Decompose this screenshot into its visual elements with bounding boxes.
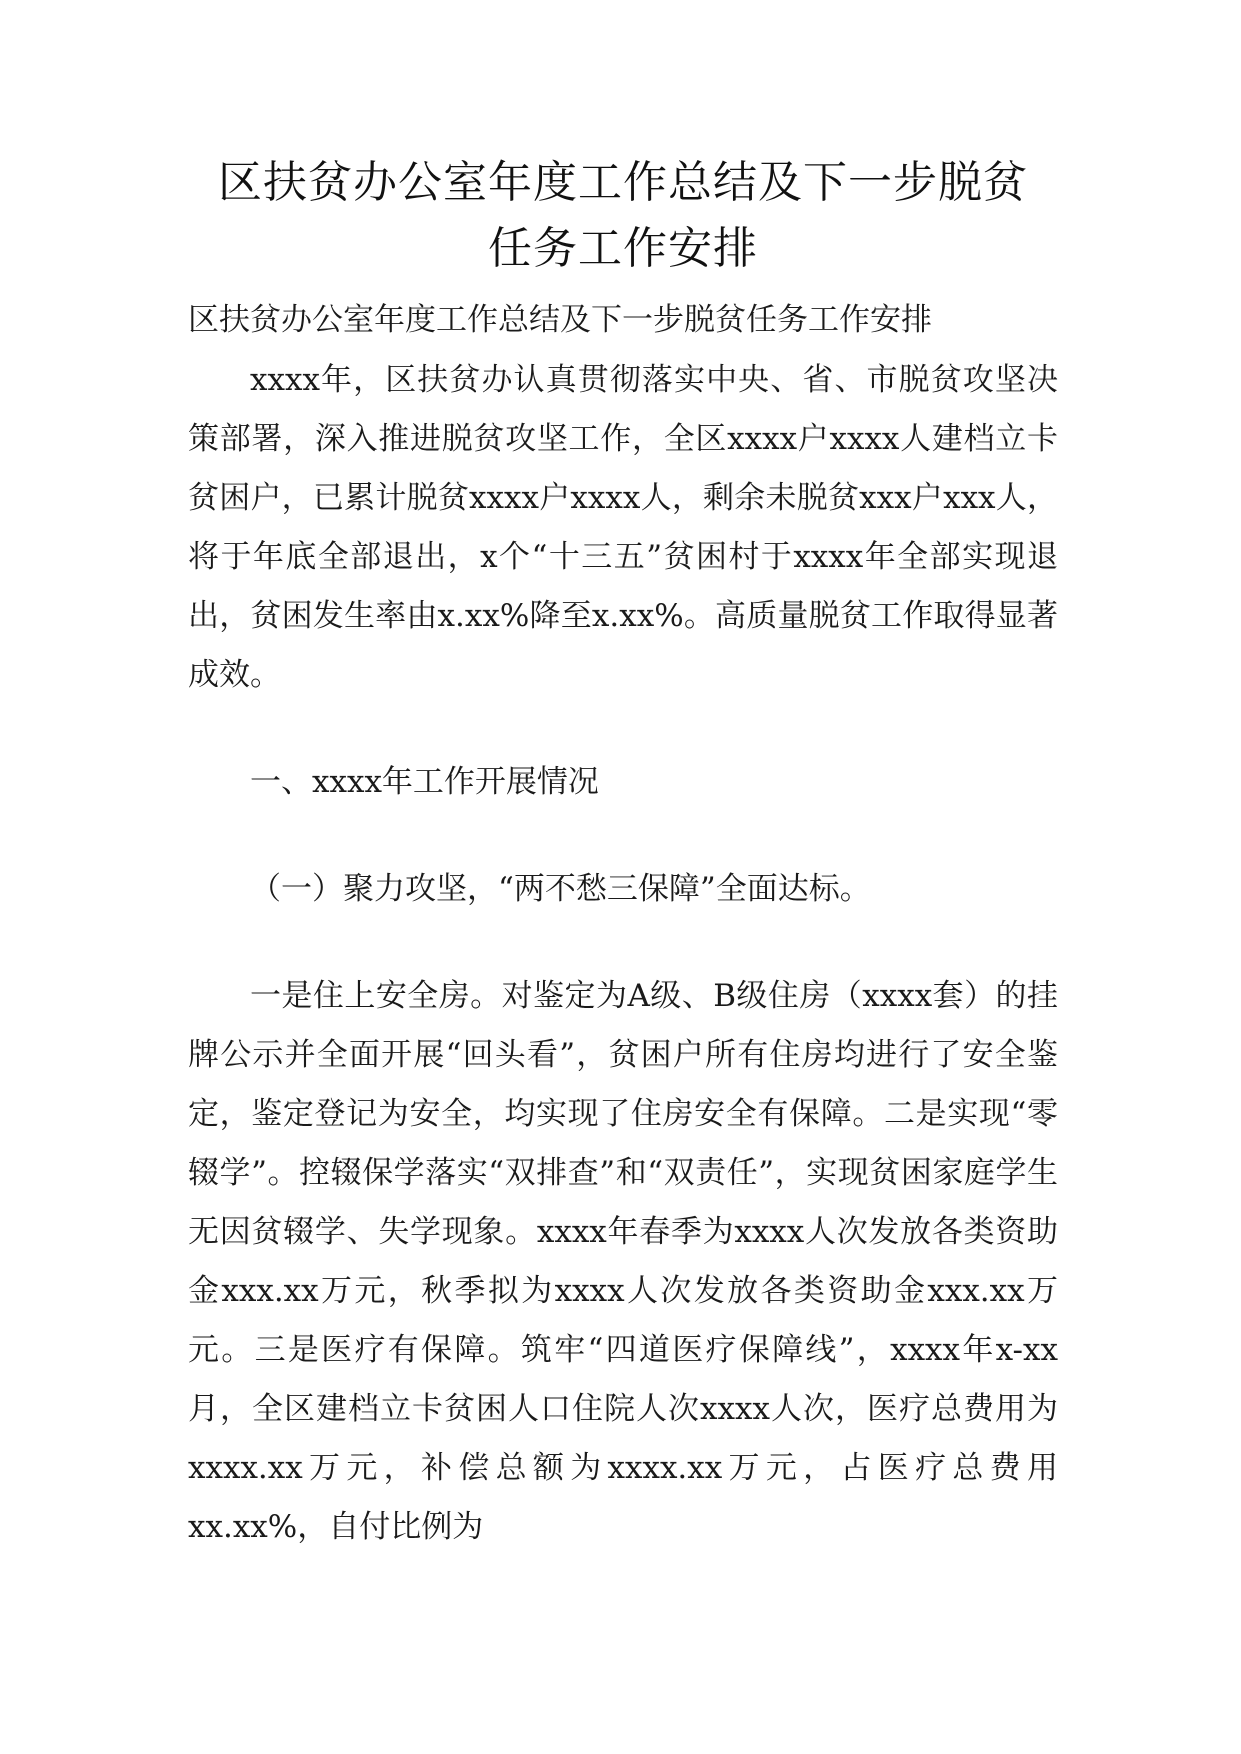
title-line-2: 任务工作安排 [488,223,758,274]
intro-paragraph: xxxx年，区扶贫办认真贯彻落实中央、省、市脱贫攻坚决策部署，深入推进脱贫攻坚工作，全区xxxx户xxxx人建档立卡贫困户，已累计脱贫xxxx户xxxx人，剩余未脱贫xxx户xxx人，将于年底全部退出，x个“十三五”贫困村于xxxx年全部实现退出，贫困发生率由x.xx%降至x.xx%。高质量脱贫工作取得显著成效。 [188,362,1058,693]
subsection-heading: （一）聚力攻坚，“两不愁三保障”全面达标。 [250,871,871,907]
document-title [188,150,1058,282]
title-line-1: 区扶贫办公室年度工作总结及下一步脱贫 [218,157,1028,208]
document-subtitle: 区扶贫办公室年度工作总结及下一步脱贫任务工作安排 [188,302,932,338]
document-page [188,150,1058,1557]
section-heading: 一、xxxx年工作开展情况 [250,764,599,800]
body-paragraph: 一是住上安全房。对鉴定为A级、B级住房（xxxx套）的挂牌公示并全面开展“回头看”，贫困户所有住房均进行了安全鉴定，鉴定登记为安全，均实现了住房安全有保障。二是实现“零辍学”。控辍保学落实“双排查”和“双责任”，实现贫困家庭学生无因贫辍学、失学现象。xxxx年春季为xxxx人次发放各类资助金xxx.xx万元，秋季拟为xxxx人次发放各类资助金xxx.xx万元。三是医疗有保障。筑牢“四道医疗保障线”，xxxx年x-xx月，全区建档立卡贫困人口住院人次xxxx人次，医疗总费用为xxxx.xx万元，补偿总额为xxxx.xx万元，占医疗总费用xx.xx%，自付比例为 [188,978,1058,1545]
